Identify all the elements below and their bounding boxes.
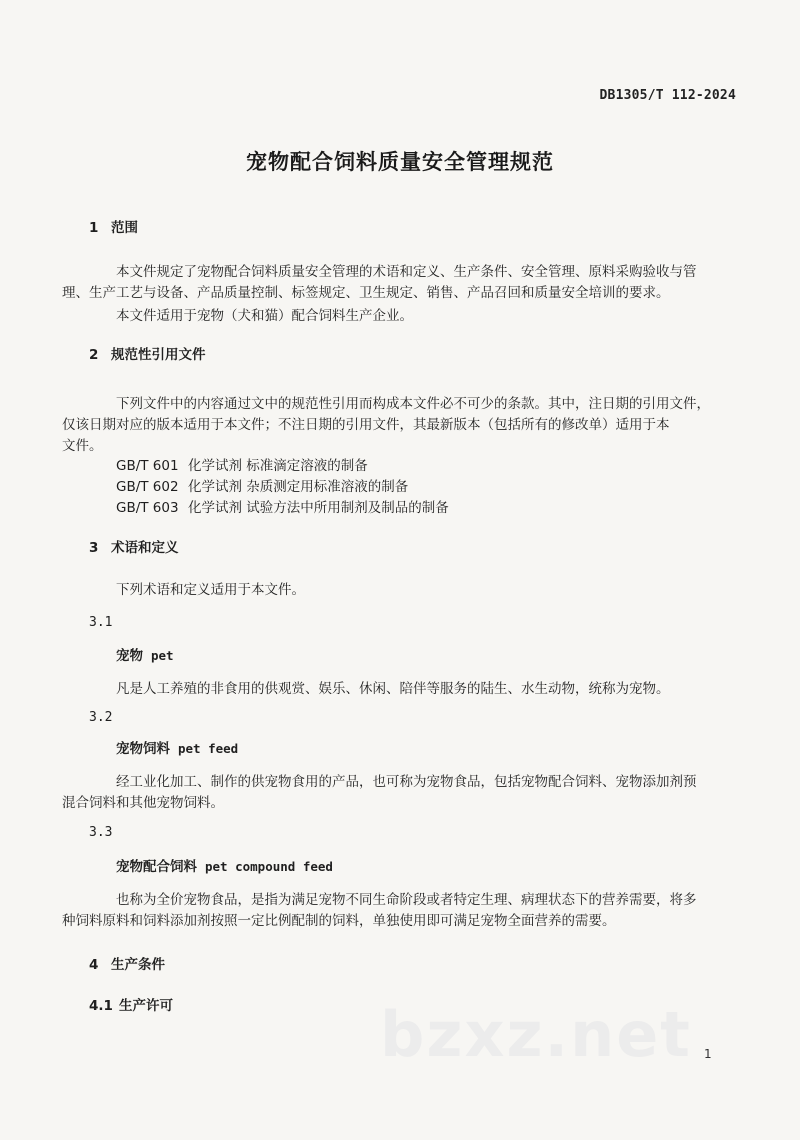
section-2-paragraph: 下列文件中的内容通过文中的规范性引用而构成本文件必不可少的条款。其中，注日期的引用文件， 仅该日期对应的版本适用于本文件；不注日期的引用文件，其最新版本（包括所有的修改单）适用于本 文件。	[62, 396, 710, 454]
section-1-paragraph-1: 本文件规定了宠物配合饲料质量安全管理的术语和定义、生产条件、安全管理、原料采购验收与管 理、生产工艺与设备、产品质量控制、标签规定、卫生规定、销售、产品召回和质量安全培训的要求。	[62, 264, 697, 301]
term-title: 宠物配合饲料 pet compound feed	[116, 859, 333, 875]
section-3-heading: 3 术语和定义	[89, 540, 179, 556]
page-number: 1	[704, 1047, 712, 1061]
section-2-heading: 2 规范性引用文件	[89, 347, 206, 363]
document-number: DB1305/T 112-2024	[599, 88, 736, 103]
clause-number: 3.3	[89, 825, 113, 840]
section-1-paragraph-2: 本文件适用于宠物（犬和猫）配合饲料生产企业。	[116, 308, 413, 324]
section-4-heading: 4 生产条件	[89, 957, 165, 973]
section-1-heading: 1 范围	[89, 220, 138, 236]
term-definition: 也称为全价宠物食品，是指为满足宠物不同生命阶段或者特定生理、病理状态下的营养需要，将多 种饲料原料和饲料添加剂按照一定比例配制的饲料，单独使用即可满足宠物全面营养的需要。	[62, 892, 697, 929]
reference-item: GB/T 603 化学试剂 试验方法中所用制剂及制品的制备	[116, 500, 449, 516]
page-title: 宠物配合饲料质量安全管理规范	[246, 150, 554, 174]
clause-number: 3.1	[89, 615, 113, 630]
reference-item: GB/T 602 化学试剂 杂质测定用标准溶液的制备	[116, 479, 409, 495]
term-definition: 经工业化加工、制作的供宠物食用的产品，也可称为宠物食品，包括宠物配合饲料、宠物添加剂预 混合饲料和其他宠物饲料。	[62, 774, 697, 811]
reference-list	[116, 456, 449, 519]
term-definition: 凡是人工养殖的非食用的供观赏、娱乐、休闲、陪伴等服务的陆生、水生动物，统称为宠物。	[116, 681, 670, 697]
term-title: 宠物 pet	[116, 648, 174, 664]
reference-item: GB/T 601 化学试剂 标准滴定溶液的制备	[116, 458, 368, 474]
watermark: bzxz.net	[380, 998, 692, 1071]
clause-number: 3.2	[89, 710, 113, 725]
term-title: 宠物饲料 pet feed	[116, 741, 239, 757]
subsection-4-1-heading: 4.1 生产许可	[89, 998, 173, 1014]
section-3-intro: 下列术语和定义适用于本文件。	[116, 582, 305, 598]
